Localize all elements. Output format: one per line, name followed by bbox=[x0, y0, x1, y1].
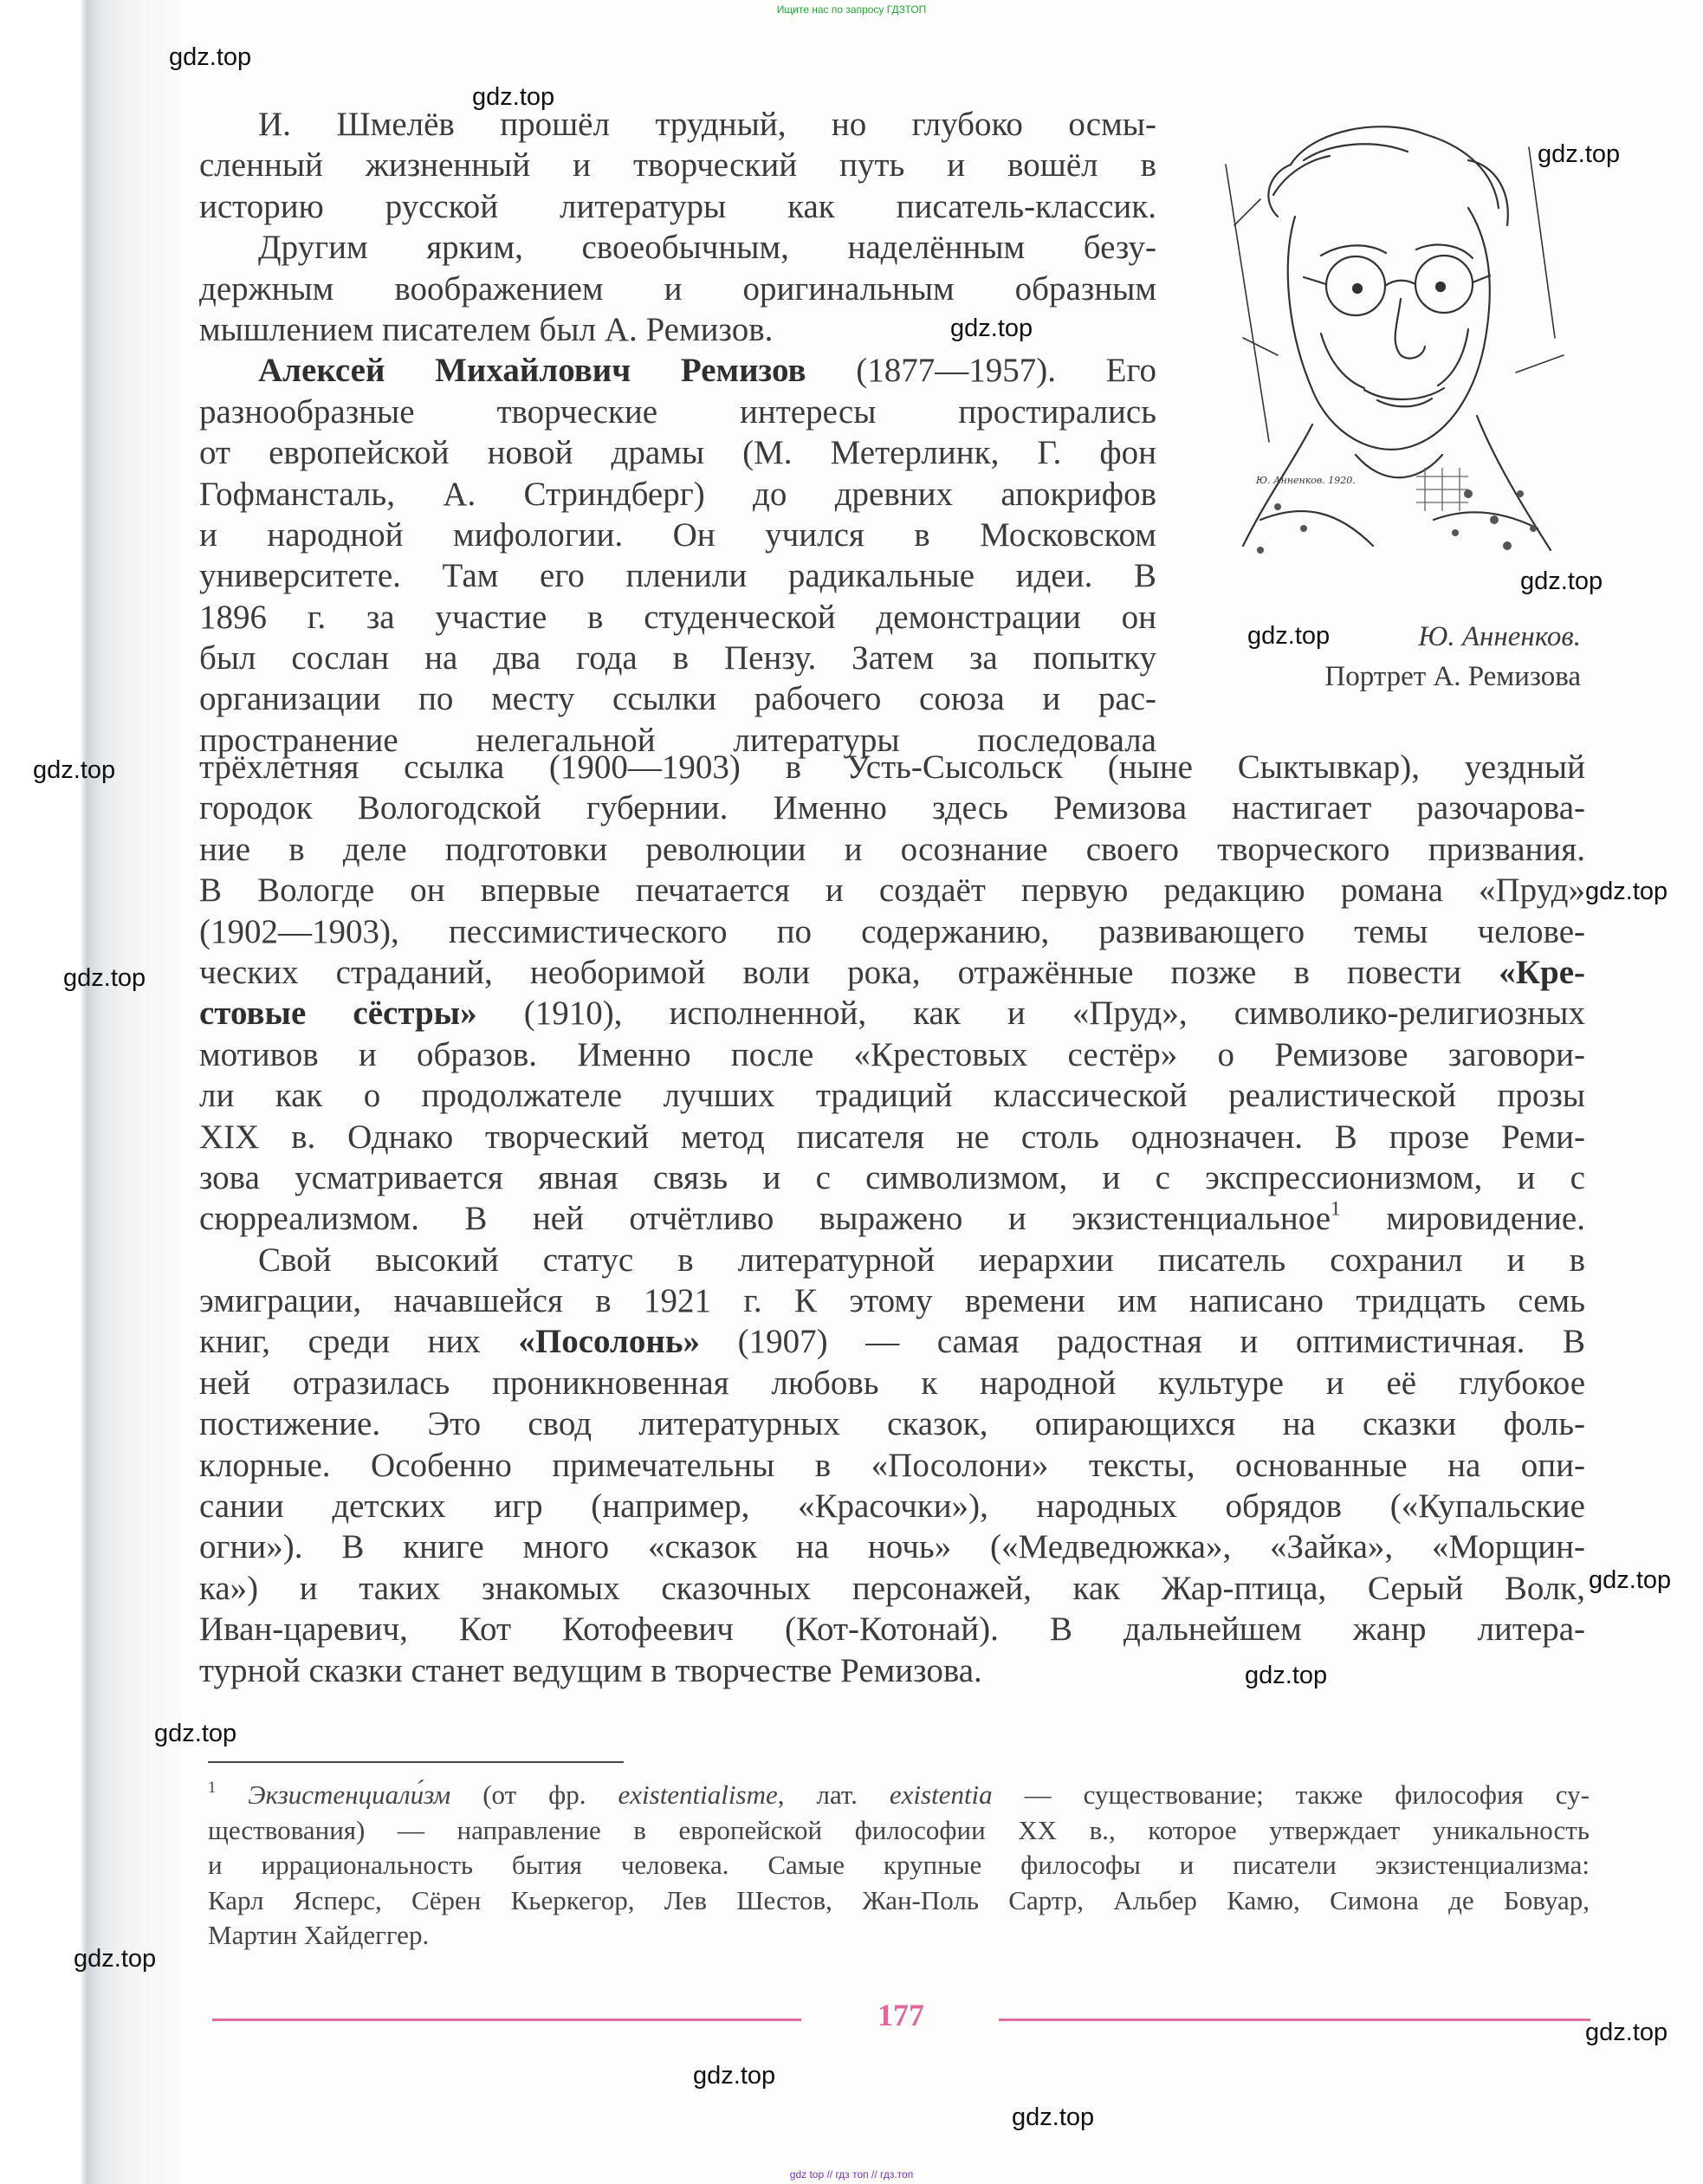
footer-hint-link[interactable]: gdz top // гдз топ // гдз.топ bbox=[789, 2168, 914, 2181]
portrait-signature: Ю. Анненков. 1920. bbox=[1256, 475, 1356, 486]
text-line bbox=[199, 350, 1156, 391]
text-fragment: ческих страданий, необоримой воли рока, отражённые позже в повести bbox=[199, 953, 1499, 991]
text-fragment: сюрреализмом. В ней отчётливо выражено и экзистенциальное bbox=[199, 1200, 1331, 1238]
text-fragment: (1910), исполненной, как и «Пруд», символико-религиозных bbox=[476, 995, 1585, 1033]
text-fragment: (1877—1957). Его bbox=[806, 352, 1156, 390]
text-column-main bbox=[199, 747, 1585, 1691]
footnote-divider bbox=[208, 1761, 624, 1763]
footnote-line bbox=[208, 1778, 1590, 1813]
portrait-illustration bbox=[1208, 113, 1572, 572]
footnote bbox=[208, 1778, 1590, 1954]
text-line: пространение нелегальной литературы последовала bbox=[199, 721, 1156, 759]
text-line: трёхлетняя ссылка (1900—1903) в Усть-Сысольск (ныне Сыктывкар), уездный bbox=[199, 749, 1585, 786]
text-line: ка») и таких знакомых сказочных персонажей, как Жар-птица, Серый Волк, bbox=[199, 1569, 1585, 1607]
text-line: огни»). В книге много «сказок на ночь» («Медведюжка», «Зайка», «Морщин- bbox=[199, 1528, 1585, 1566]
text-line: разнообразные творческие интересы простирались bbox=[199, 392, 1156, 431]
text-line: был сослан на два года в Пензу. Затем за попытку bbox=[199, 639, 1156, 677]
paragraph-shmelev bbox=[199, 104, 1156, 227]
work-title: «Посолонь» bbox=[518, 1323, 701, 1361]
watermark: gdz.top bbox=[1589, 1566, 1672, 1594]
text-fragment: existentialisme bbox=[618, 1779, 778, 1810]
watermark: gdz.top bbox=[693, 2062, 776, 2090]
text-line: университете. Там его пленили радикальные идеи. В bbox=[199, 557, 1156, 595]
text-line bbox=[199, 952, 1585, 993]
footnote-line: Карл Ясперс, Сёрен Кьеркегор, Лев Шестов, Жан-Поль Сартр, Альбер Камю, Симона де Бовуар, bbox=[208, 1884, 1590, 1915]
text-line: мышлением писателем был А. Ремизов. bbox=[199, 310, 774, 348]
text-line bbox=[199, 993, 1585, 1034]
text-line: ней отразилась проникновенная любовь к народной культуре и её глубокое bbox=[199, 1364, 1585, 1402]
text-line bbox=[199, 1198, 1585, 1239]
text-line: XIX в. Однако творческий метод писателя не столь однозначен. В прозе Реми- bbox=[199, 1118, 1585, 1156]
text-line: эмиграции, начавшейся в 1921 г. К этому времени им написано тридцать семь bbox=[199, 1282, 1585, 1320]
watermark: gdz.top bbox=[33, 756, 116, 784]
author-name: Алексей Михайлович Ремизов bbox=[258, 352, 806, 390]
text-line: зова усматривается явная связь и с символизмом, и с экспрессионизмом, и с bbox=[199, 1158, 1585, 1196]
page-number: 177 bbox=[877, 1998, 924, 2032]
footnote-term: Экзистенциали́зм bbox=[248, 1779, 451, 1810]
text-line: Гофмансталь, А. Стриндберг) до древних апокрифов bbox=[199, 475, 1156, 513]
text-line: и народной мифологии. Он учился в Московском bbox=[199, 515, 1156, 554]
text-fragment: (от фр. bbox=[450, 1779, 618, 1810]
page-number-rule-left bbox=[212, 2019, 801, 2021]
footnote-number: 1 bbox=[208, 1778, 217, 1797]
book-gutter-shadow bbox=[0, 0, 182, 2184]
watermark: gdz.top bbox=[1538, 140, 1621, 168]
text-line: (1902—1903), пессимистического по содержанию, развивающего темы челове- bbox=[199, 912, 1585, 950]
watermark: gdz.top bbox=[950, 314, 1033, 342]
text-line: от европейской новой драмы (М. Метерлинк, Г. фон bbox=[199, 434, 1156, 472]
text-line bbox=[199, 1321, 1585, 1362]
watermark: gdz.top bbox=[1520, 567, 1603, 595]
text-line: ли как о продолжателе лучших традиций классической реалистической прозы bbox=[199, 1077, 1585, 1115]
work-title: «Кре- bbox=[1499, 953, 1585, 991]
footnote-line: и иррациональность бытия человека. Самые крупные философы и писатели экзистенциализма: bbox=[208, 1850, 1590, 1880]
text-fragment: мировидение. bbox=[1340, 1200, 1585, 1238]
text-line: В Вологде он впервые печатается и создаёт первую редакцию романа «Пруд» bbox=[199, 872, 1585, 910]
text-line: Иван-царевич, Кот Котофеевич (Кот-Котонай). В дальнейшем жанр литера- bbox=[199, 1610, 1585, 1649]
text-line: историю русской литературы как писатель-классик. bbox=[199, 187, 1156, 225]
text-line: сании детских игр (например, «Красочки»), народных обрядов («Купальские bbox=[199, 1487, 1585, 1526]
paragraph-remizov-bio bbox=[199, 350, 1156, 761]
footnote-reference[interactable]: 1 bbox=[1331, 1197, 1341, 1221]
watermark: gdz.top bbox=[74, 1945, 157, 1973]
text-line: турной сказки станет ведущим в творчестве Ремизова. bbox=[199, 1651, 982, 1689]
text-fragment: , лат. bbox=[777, 1779, 890, 1810]
text-line: постижение. Это свод литературных сказок, опирающихся на сказки фоль- bbox=[199, 1405, 1585, 1443]
text-line: Свой высокий статус в литературной иерархии писатель сохранил и в bbox=[258, 1241, 1585, 1279]
text-line: ние в деле подготовки революции и осознание своего творческого призвания. bbox=[199, 830, 1585, 868]
text-fragment: — существование; также философия су- bbox=[992, 1779, 1590, 1810]
watermark: gdz.top bbox=[63, 964, 146, 992]
text-line: 1896 г. за участие в студенческой демонстрации он bbox=[199, 598, 1156, 636]
page-number-rule-right bbox=[999, 2019, 1590, 2021]
text-line: клорные. Особенно примечательны в «Посолони» тексты, основанные на опи- bbox=[199, 1446, 1585, 1484]
text-fragment: книг, среди них bbox=[199, 1323, 519, 1361]
watermark: gdz.top bbox=[1012, 2103, 1095, 2131]
text-line: сленный жизненный и творческий путь и вошёл в bbox=[199, 146, 1156, 185]
text-line: городок Вологодской губернии. Именно здесь Ремизова настигает разочарова- bbox=[199, 789, 1585, 827]
text-line: И. Шмелёв прошёл трудный, но глубоко осмы- bbox=[258, 106, 1156, 143]
text-column-top bbox=[199, 104, 1156, 761]
text-fragment: (1907) — самая радостная и оптимистичная. В bbox=[700, 1323, 1585, 1361]
header-hint-link[interactable]: Ищите нас по запросу ГДЗТОП bbox=[776, 3, 927, 16]
caption-author: Ю. Анненков. bbox=[1418, 621, 1581, 652]
work-title: стовые сёстры» bbox=[199, 995, 477, 1033]
footnote-line: Мартин Хайдеггер. bbox=[208, 1920, 430, 1950]
text-line: Другим ярким, своеобычным, наделённым безу- bbox=[258, 229, 1156, 267]
watermark: gdz.top bbox=[154, 1720, 237, 1747]
watermark: gdz.top bbox=[1247, 622, 1331, 650]
watermark: gdz.top bbox=[169, 43, 252, 71]
caption-title: Портрет А. Ремизова bbox=[1324, 661, 1581, 692]
watermark: gdz.top bbox=[1585, 2019, 1668, 2046]
text-line: держным воображением и оригинальным образным bbox=[199, 269, 1156, 308]
footnote-line: ществования) — направление в европейской философии XX в., которое утверждает уникальность bbox=[208, 1814, 1590, 1845]
watermark: gdz.top bbox=[1245, 1662, 1328, 1689]
text-line: организации по месту ссылки рабочего союза и рас- bbox=[199, 680, 1156, 718]
watermark: gdz.top bbox=[1585, 878, 1668, 905]
watermark: gdz.top bbox=[472, 83, 555, 111]
text-fragment: existentia bbox=[889, 1779, 993, 1810]
text-line: мотивов и образов. Именно после «Крестовых сестёр» о Ремизове заговори- bbox=[199, 1035, 1585, 1073]
